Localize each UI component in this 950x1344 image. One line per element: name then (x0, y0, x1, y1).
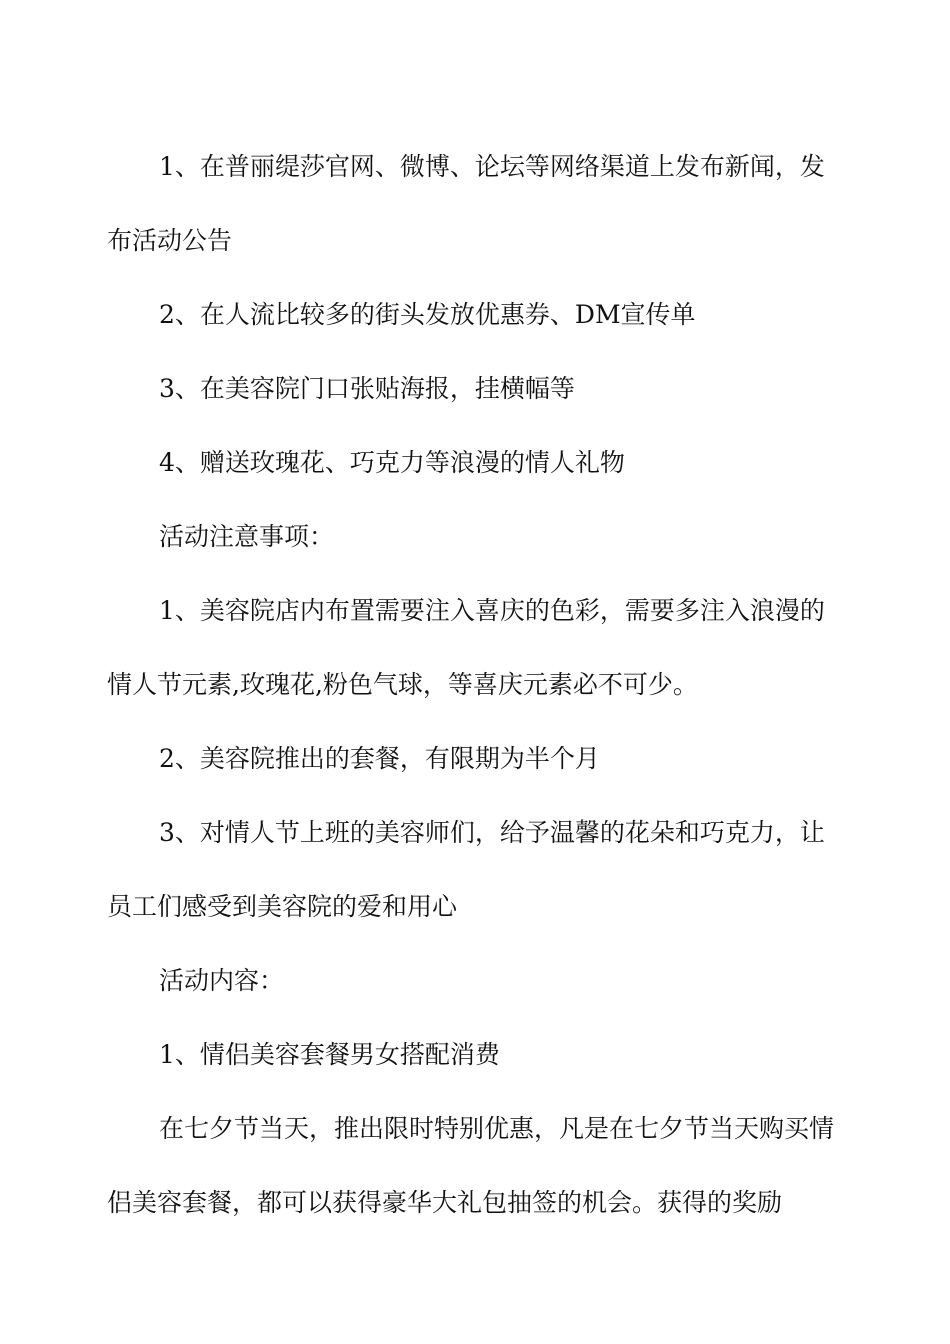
paragraph-note-decoration: 1、美容院店内布置需要注入喜庆的色彩，需要多注入浪漫的情人节元素,玫瑰花,粉色气球，等喜庆元素必不可少。 (107, 596, 825, 699)
paragraph-promo-online: 1、在普丽缇莎官网、微博、论坛等网络渠道上发布新闻，发布活动公告 (107, 152, 825, 255)
paragraph-note-package: 2、美容院推出的套餐，有限期为半个月 (159, 744, 600, 773)
paragraph-promo-street: 2、在人流比较多的街头发放优惠券、DM宣传单 (159, 300, 696, 329)
paragraph-note-staff: 3、对情人节上班的美容师们，给予温馨的花朵和巧克力，让员工们感受到美容院的爱和用心 (107, 818, 825, 921)
paragraph-promo-gifts: 4、赠送玫瑰花、巧克力等浪漫的情人礼物 (159, 448, 625, 477)
section-heading-content: 活动内容： (159, 966, 285, 995)
section-heading-notes: 活动注意事项： (159, 522, 335, 551)
document-body (107, 130, 835, 1240)
paragraph-content-qixi: 在七夕节当天，推出限时特别优惠，凡是在七夕节当天购买情侣美容套餐，都可以获得豪华大礼包抽签的机会。获得的奖励 (107, 1114, 835, 1217)
paragraph-promo-poster: 3、在美容院门口张贴海报，挂横幅等 (159, 374, 575, 403)
paragraph-content-couples: 1、情侣美容套餐男女搭配消费 (159, 1040, 500, 1069)
